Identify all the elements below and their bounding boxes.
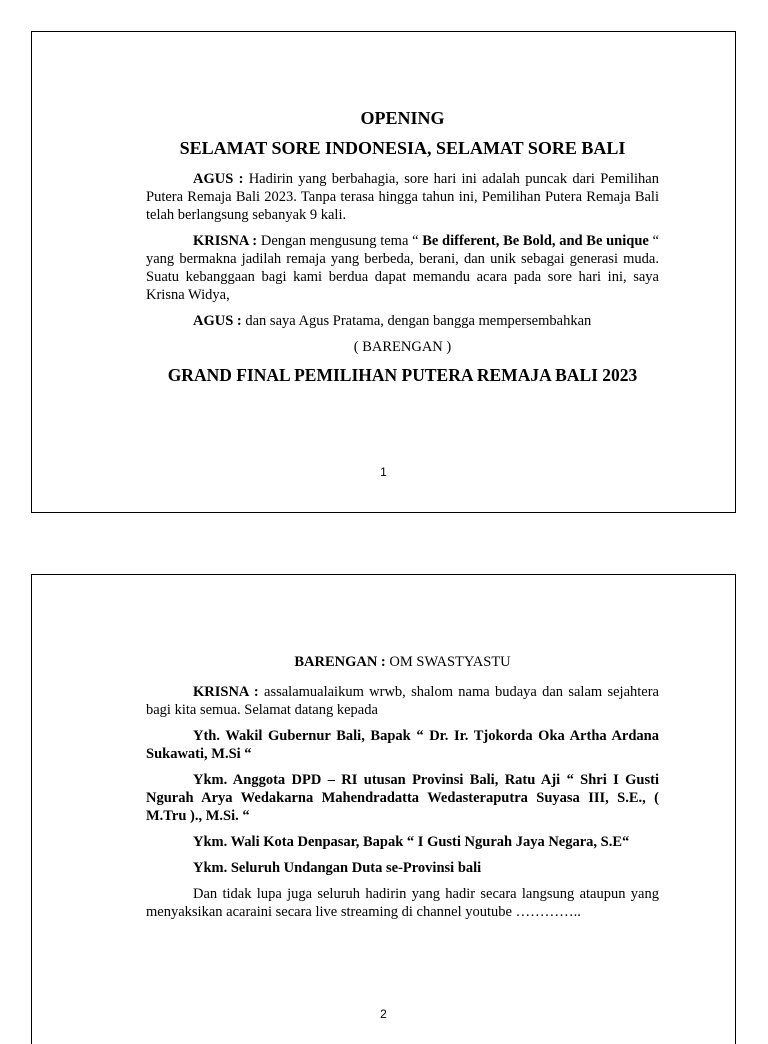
guest-wali-kota: Ykm. Wali Kota Denpasar, Bapak “ I Gusti Ngurah Jaya Negara, S.E“ (193, 834, 630, 850)
barengan-line (146, 653, 659, 671)
dialogue-text: Hadirin yang berbahagia, sore hari ini adalah puncak dari Pemilihan Putera Remaja Bali 2023. Tanpa terasa hingga tahun ini, Pemilihan Putera Remaja Bali telah berlangsung sebanyak 9 kali. (146, 171, 659, 223)
theme-text: Be different, Be Bold, and Be unique (422, 233, 649, 249)
speaker-label: KRISNA : (193, 233, 258, 249)
dialogue-text: Dengan mengusung tema “ (257, 233, 423, 249)
guest-wakil-gubernur: Yth. Wakil Gubernur Bali, Bapak “ Dr. Ir. Tjokorda Oka Artha Ardana Sukawati, M.Si “ (146, 728, 659, 762)
dialogue-text: dan saya Agus Pratama, dengan bangga mempersembahkan (241, 313, 592, 329)
krisna-paragraph (146, 232, 659, 304)
opening-heading: OPENING (360, 108, 445, 128)
speaker-label: BARENGAN : (294, 654, 386, 670)
document-page-1 (31, 31, 736, 513)
greeting-heading: SELAMAT SORE INDONESIA, SELAMAT SORE BALI (179, 138, 626, 158)
krisna-paragraph (146, 683, 659, 719)
guest-anggota-dpd: Ykm. Anggota DPD – RI utusan Provinsi Bali, Ratu Aji “ Shri I Gusti Ngurah Arya Wedakarna Mahendradatta Wedasteraputra Suyasa III, S.E., ( M.Tru )., M.Si. “ (146, 772, 659, 824)
grand-final-title: GRAND FINAL PEMILIHAN PUTERA REMAJA BALI 2023 (167, 365, 638, 385)
dialogue-text: “ yang bermakna jadilah remaja yang berbeda, berani, dan unik sebagai generasi muda. Suatu kebanggaan bagi kami berdua dapat memandu acara pada sore hari ini, saya Krisna Widya, (146, 233, 659, 303)
dialogue-text: assalamualaikum wrwb, shalom nama budaya dan salam sejahtera bagi kita semua. Selamat datang kepada (146, 684, 659, 718)
agus-paragraph-2 (146, 312, 659, 330)
page-1-content (146, 107, 659, 386)
speaker-label: AGUS : (193, 171, 244, 187)
speaker-label: AGUS : (193, 313, 242, 329)
page-2-content (146, 653, 659, 929)
page-number: 1 (380, 465, 387, 479)
speaker-label: KRISNA : (193, 684, 259, 700)
together-line: ( BARENGAN ) (353, 339, 452, 355)
audience-paragraph: Dan tidak lupa juga seluruh hadirin yang hadir secara langsung ataupun yang menyaksikan acaraini secara live streaming di channel youtube ………….. (146, 886, 659, 920)
guest-undangan-duta: Ykm. Seluruh Undangan Duta se-Provinsi bali (193, 860, 482, 876)
page-number: 2 (380, 1007, 387, 1021)
dialogue-text: OM SWASTYASTU (385, 654, 511, 670)
agus-paragraph-1 (146, 170, 659, 224)
document-page-2 (31, 574, 736, 1044)
